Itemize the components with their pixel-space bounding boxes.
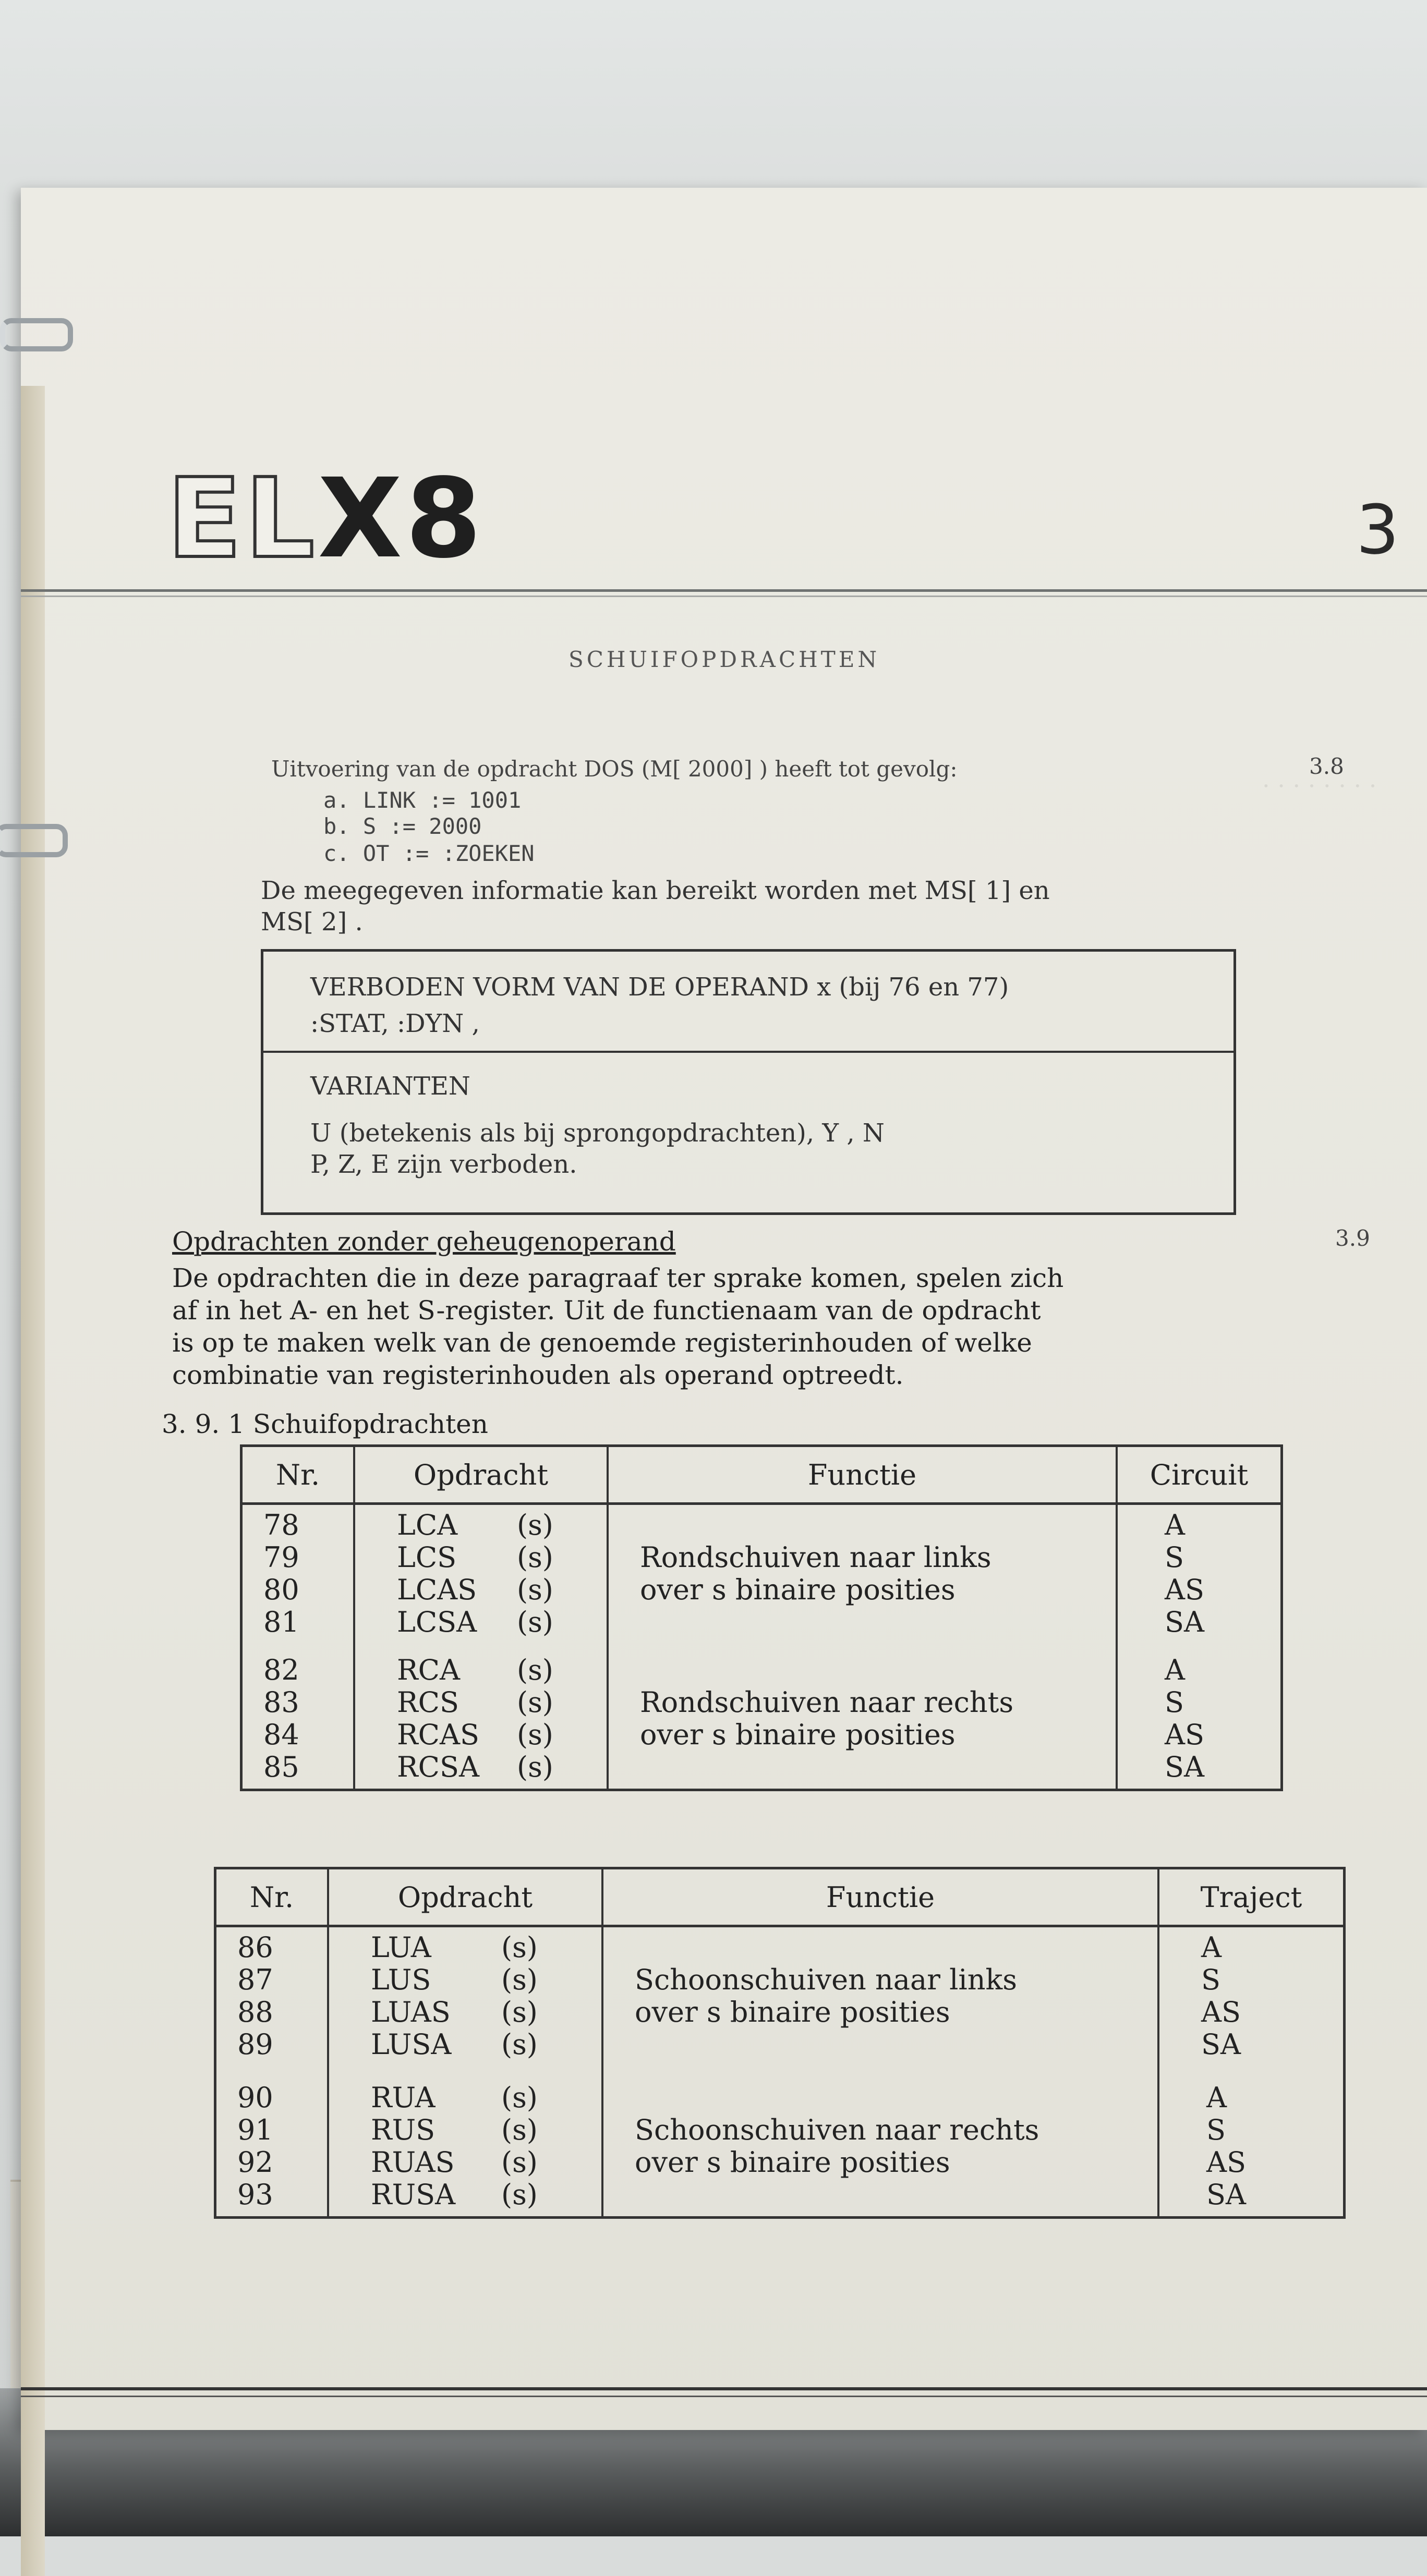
section-para-1: De opdrachten die in deze paragraaf ter sprake komen, spelen zich bbox=[172, 1263, 1064, 1293]
table-row-group bbox=[241, 1654, 1282, 1790]
traject-cell: AS bbox=[1201, 1996, 1241, 2028]
nr-cell: 85 bbox=[263, 1751, 299, 1783]
section-para-3: is op te maken welk van de genoemde registerinhouden of welke bbox=[172, 1328, 1032, 1358]
traject-cell: SA bbox=[1206, 2178, 1246, 2211]
opdracht-cell: LUS bbox=[371, 1963, 431, 1996]
functie-cell: Rondschuiven naar links bbox=[640, 1541, 991, 1574]
opdracht-cell: RUAS bbox=[371, 2146, 455, 2179]
document-page bbox=[21, 188, 1427, 2430]
intro-item-b: b. S := 2000 bbox=[323, 813, 482, 839]
traject-cell: SA bbox=[1201, 2028, 1241, 2061]
section-para-2: af in het A- en het S-register. Uit de functienaam van de opdracht bbox=[172, 1295, 1041, 1326]
opdracht-cell: LCSA bbox=[397, 1606, 477, 1638]
operand-restrictions-box bbox=[261, 949, 1236, 1215]
shift-clear-table bbox=[214, 1867, 1346, 2219]
functie-cell: over s binaire posities bbox=[640, 1718, 956, 1751]
col-functie: Functie bbox=[602, 1868, 1158, 1926]
varianten-line-1: U (betekenis als bij sprongopdrachten), Y , N bbox=[310, 1119, 885, 1148]
arg-s: (s) bbox=[501, 2178, 538, 2211]
opdracht-cell: RUS bbox=[371, 2113, 436, 2146]
nr-cell: 78 bbox=[263, 1509, 299, 1541]
traject-cell: S bbox=[1201, 1963, 1220, 1996]
traject-cell: AS bbox=[1206, 2146, 1246, 2179]
varianten-line-2: P, Z, E zijn verboden. bbox=[310, 1150, 577, 1179]
subsection-heading: 3. 9. 1 Schuifopdrachten bbox=[162, 1409, 488, 1439]
opdracht-cell: RCSA bbox=[397, 1751, 479, 1783]
arg-s: (s) bbox=[501, 2113, 538, 2146]
functie-cell bbox=[640, 1606, 1116, 1638]
arg-s: (s) bbox=[517, 1573, 553, 1606]
circuit-cell: S bbox=[1165, 1686, 1184, 1719]
opdracht-cell: LCAS bbox=[397, 1573, 477, 1606]
intro-item-a: a. LINK := 1001 bbox=[323, 787, 522, 813]
functie-cell bbox=[640, 1509, 1116, 1541]
nr-cell: 84 bbox=[263, 1718, 299, 1751]
col-opdracht: Opdracht bbox=[328, 1868, 602, 1926]
functie-cell: Schoonschuiven naar links bbox=[635, 1963, 1017, 1996]
circuit-cell: SA bbox=[1165, 1751, 1204, 1783]
opdracht-cell: LUSA bbox=[371, 2028, 452, 2061]
section-para-4: combinatie van registerinhouden als operand optreedt. bbox=[172, 1360, 904, 1390]
traject-cell: S bbox=[1206, 2113, 1226, 2146]
ref-3-8: 3.8 bbox=[1309, 754, 1344, 779]
info-line-1: De meegegeven informatie kan bereikt worden met MS[ 1] en bbox=[261, 876, 1050, 905]
traject-cell: A bbox=[1201, 1931, 1222, 1964]
arg-s: (s) bbox=[501, 2081, 538, 2114]
col-circuit: Circuit bbox=[1117, 1446, 1282, 1504]
footer-rule bbox=[21, 2387, 1427, 2390]
arg-s: (s) bbox=[517, 1541, 553, 1574]
col-traject: Traject bbox=[1158, 1868, 1345, 1926]
arg-s: (s) bbox=[501, 1963, 538, 1996]
box-title: VERBODEN VORM VAN DE OPERAND x (bij 76 en 77) bbox=[310, 973, 1009, 1002]
circuit-cell: AS bbox=[1165, 1573, 1204, 1606]
binder-ring-top bbox=[0, 318, 73, 351]
arg-s: (s) bbox=[517, 1654, 553, 1686]
nr-cell: 83 bbox=[263, 1686, 299, 1719]
opdracht-cell: RUA bbox=[371, 2081, 436, 2114]
table-row-group bbox=[215, 1926, 1345, 2082]
varianten-title: VARIANTEN bbox=[310, 1072, 470, 1101]
intro-item-c: c. OT := :ZOEKEN bbox=[323, 841, 535, 866]
functie-cell bbox=[640, 1654, 1116, 1686]
nr-cell: 91 bbox=[237, 2113, 273, 2146]
nr-cell: 79 bbox=[263, 1541, 299, 1574]
functie-cell bbox=[635, 2028, 1157, 2061]
opdracht-cell: RCA bbox=[397, 1654, 460, 1686]
info-line-2: MS[ 2] . bbox=[261, 907, 363, 937]
col-opdracht: Opdracht bbox=[354, 1446, 608, 1504]
intro-text: Uitvoering van de opdracht DOS (M[ 2000] ) heeft tot gevolg: bbox=[271, 756, 958, 782]
arg-s: (s) bbox=[501, 1931, 538, 1964]
circuit-cell: SA bbox=[1165, 1606, 1204, 1638]
arg-s: (s) bbox=[517, 1606, 553, 1638]
circuit-cell: AS bbox=[1165, 1718, 1204, 1751]
functie-cell bbox=[635, 2179, 1157, 2211]
opdracht-cell: RCS bbox=[397, 1686, 459, 1719]
nr-cell: 93 bbox=[237, 2178, 273, 2211]
nr-cell: 82 bbox=[263, 1654, 299, 1686]
functie-cell: over s binaire posities bbox=[635, 2146, 950, 2179]
functie-cell: Schoonschuiven naar rechts bbox=[635, 2113, 1039, 2146]
chapter-number: 3 bbox=[1356, 490, 1399, 569]
table-row-group bbox=[241, 1504, 1282, 1655]
nr-cell: 81 bbox=[263, 1606, 299, 1638]
functie-cell bbox=[640, 1751, 1116, 1783]
nr-cell: 90 bbox=[237, 2081, 273, 2114]
nr-cell: 88 bbox=[237, 1996, 273, 2028]
header-rule bbox=[21, 589, 1427, 592]
col-functie: Functie bbox=[608, 1446, 1117, 1504]
opdracht-cell: RCAS bbox=[397, 1718, 479, 1751]
arg-s: (s) bbox=[501, 1996, 538, 2028]
arg-s: (s) bbox=[517, 1718, 553, 1751]
functie-cell: over s binaire posities bbox=[640, 1573, 956, 1606]
nr-cell: 92 bbox=[237, 2146, 273, 2179]
header-rule-secondary bbox=[21, 596, 1427, 597]
opdracht-cell: LCA bbox=[397, 1509, 458, 1541]
nr-cell: 80 bbox=[263, 1573, 299, 1606]
ref-3-9: 3.9 bbox=[1335, 1225, 1370, 1251]
opdracht-cell: LCS bbox=[397, 1541, 457, 1574]
opdracht-cell: LUAS bbox=[371, 1996, 451, 2028]
binder-ring-middle bbox=[0, 824, 68, 857]
nr-cell: 89 bbox=[237, 2028, 273, 2061]
traject-cell: A bbox=[1206, 2081, 1227, 2114]
circuit-cell: S bbox=[1165, 1541, 1184, 1574]
nr-cell: 87 bbox=[237, 1963, 273, 1996]
circuit-cell: A bbox=[1165, 1509, 1185, 1541]
nr-cell: 86 bbox=[237, 1931, 273, 1964]
circuit-cell: A bbox=[1165, 1654, 1185, 1686]
page-section-title: SCHUIFOPDRACHTEN bbox=[569, 647, 880, 672]
functie-cell bbox=[635, 1931, 1157, 1964]
arg-s: (s) bbox=[517, 1686, 553, 1719]
arg-s: (s) bbox=[517, 1751, 553, 1783]
show-through-text: · · · · · · · · bbox=[1262, 772, 1377, 800]
functie-cell bbox=[635, 2082, 1157, 2114]
functie-cell: over s binaire posities bbox=[635, 1996, 950, 2028]
opdracht-cell: LUA bbox=[371, 1931, 431, 1964]
page-edge bbox=[21, 386, 45, 2576]
footer-rule-secondary bbox=[21, 2396, 1427, 2397]
col-nr: Nr. bbox=[215, 1868, 329, 1926]
section-3-9-heading: Opdrachten zonder geheugenoperand bbox=[172, 1226, 676, 1257]
functie-cell: Rondschuiven naar rechts bbox=[640, 1686, 1014, 1719]
box-divider bbox=[263, 1051, 1233, 1053]
table-row-group bbox=[215, 2082, 1345, 2218]
elx8-logo: ELX8 bbox=[167, 455, 485, 582]
arg-s: (s) bbox=[501, 2146, 538, 2179]
col-nr: Nr. bbox=[241, 1446, 355, 1504]
shift-rotate-table bbox=[240, 1444, 1283, 1791]
arg-s: (s) bbox=[517, 1509, 553, 1541]
box-line-2: :STAT, :DYN , bbox=[310, 1009, 480, 1038]
arg-s: (s) bbox=[501, 2028, 538, 2061]
opdracht-cell: RUSA bbox=[371, 2178, 456, 2211]
